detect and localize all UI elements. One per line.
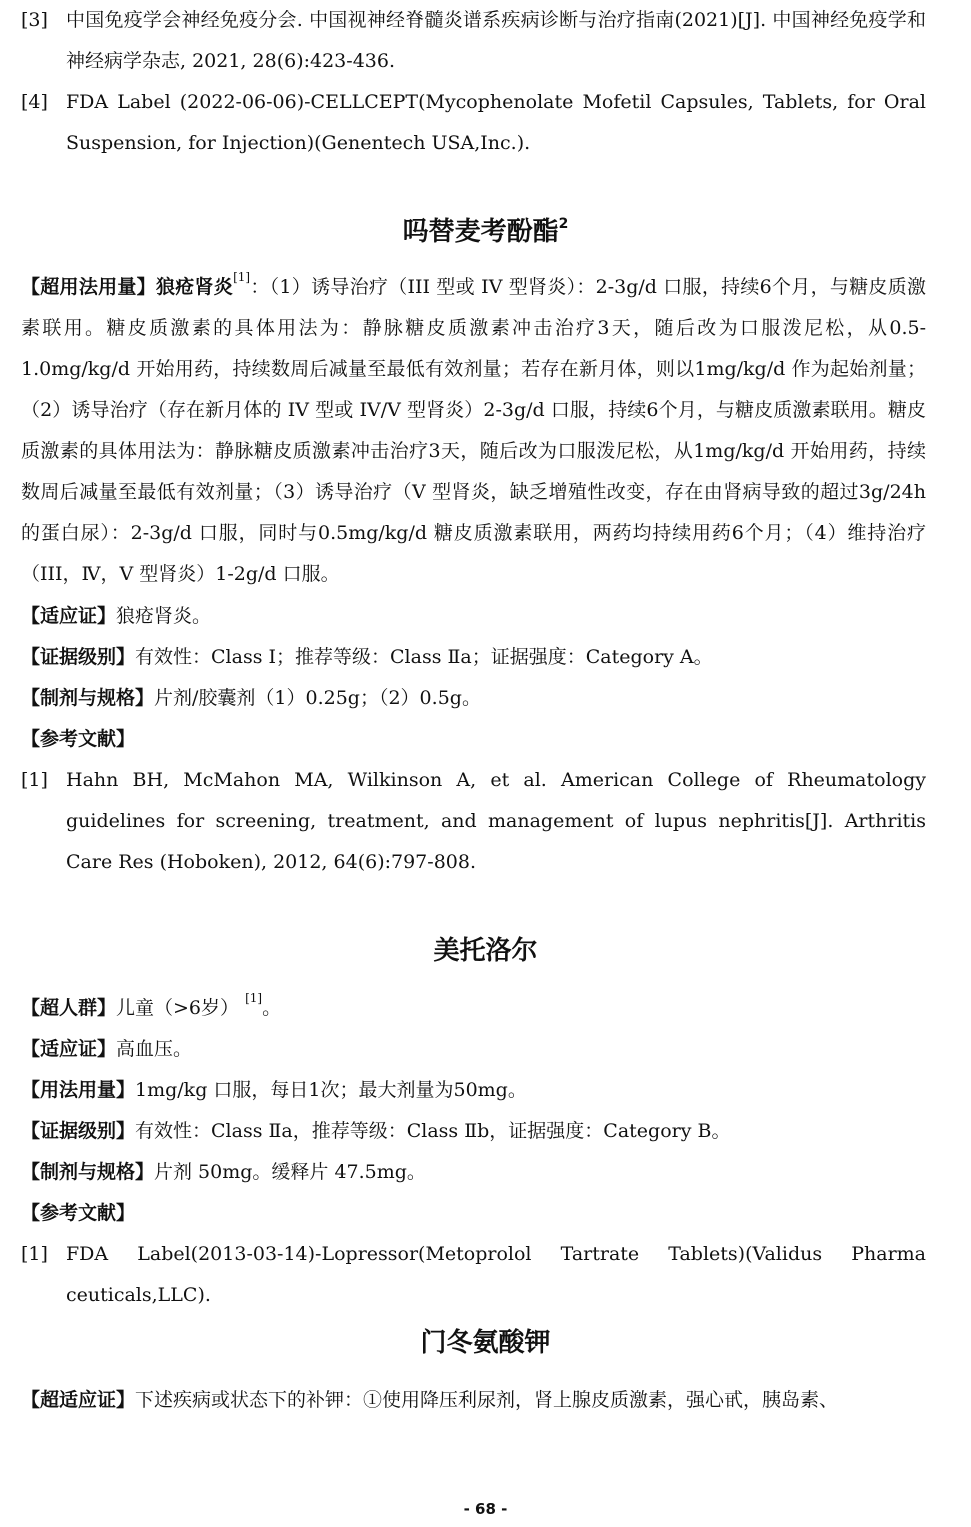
field-text: 片剂 50mg。缓释片 47.5mg。 [154,1161,426,1183]
indication-line [21,596,926,637]
section-title [0,1325,971,1361]
section-title-superscript: 2 [558,216,569,232]
reference-number: [1] [21,769,48,791]
reference-text: 中国免疫学会神经免疫分会. 中国视神经脊髓炎谱系疾病诊断与治疗指南(2021)[J]. 中国神经免疫学和神经病学杂志, 2021, 28(6):423-436. [66,9,926,72]
population-line [21,988,926,1029]
field-label: 【制剂与规格】 [21,687,155,709]
page-number: - 68 - [463,1500,508,1518]
reference-text: Hahn BH, McMahon MA, Wilkinson A, et al. American College of Rheumatology guidelines for screening, treatment, and management of lupus nephritis[J]. Arthritis Care Res (Hoboken), 2012, 64(6):797-808. [66,769,926,873]
reference-number: [1] [21,1243,48,1265]
field-label: 【超适应证】 [21,1389,136,1411]
field-label: 【超人群】 [21,997,117,1019]
reference-item [21,0,926,82]
field-label: 【适应证】 [21,1038,117,1060]
field-text: 下述疾病或状态下的补钾：①使用降压利尿剂，肾上腺皮质激素，强心甙，胰岛素、 [135,1389,839,1411]
reference-text: FDA Label (2022-06-06)-CELLCEPT(Mycophenolate Mofetil Capsules, Tablets, for Oral Suspension, for Injection)(Genentech USA,Inc.). [66,91,926,154]
reference-item [21,1234,926,1316]
reference-text: FDA Label(2013-03-14)-Lopressor(Metoprolol Tartrate Tablets)(Validus Pharma ceuticals,LLC). [66,1243,926,1306]
dosage-paragraph [21,267,926,595]
reference-number: [4] [21,91,48,113]
field-text: 狼疮肾炎。 [116,605,212,627]
field-label: 【超用法用量】 [21,276,156,298]
section-title-text: 门冬氨酸钾 [420,1328,551,1358]
evidence-line [21,637,926,678]
references-heading [21,1193,926,1234]
section-title [0,214,971,250]
field-text-end: 。 [262,997,282,1019]
field-label: 【参考文献】 [21,728,136,750]
section-title-text: 吗替麦考酚酯 [402,217,559,247]
citation-marker: [1] [245,991,263,1005]
section-title [0,933,971,969]
section-title-text: 美托洛尔 [433,936,538,966]
field-text: 高血压。 [116,1038,193,1060]
field-sublabel: 狼疮肾炎 [155,276,234,298]
field-text: 有效性：Class Ⅱa，推荐等级：Class Ⅱb，证据强度：Category B。 [135,1120,731,1142]
field-label: 【证据级别】 [21,1120,136,1142]
evidence-line [21,1111,926,1152]
field-text: ：（1）诱导治疗（III 型或 IV 型肾炎）：2-3g/d 口服，持续6个月，与糖皮质激素联用。糖皮质激素的具体用法为：静脉糖皮质激素冲击治疗3天，随后改为口服泼尼松，从0.5-1.0mg/kg/d 开始用药，持续数周后减量至最低有效剂量；若存在新月体，则以1mg/kg/d 作为起始剂量；（2）诱导治疗（存在新月体的 IV 型或 IV/V 型肾炎）2-3g/d 口服，持续6个月，与糖皮质激素联用。糖皮质激素的具体用法为：静脉糖皮质激素冲击治疗3天，随后改为口服泼尼松，从1mg/kg/d 开始用药，持续数周后减量至最低有效剂量；（3）诱导治疗（V 型肾炎，缺乏增殖性改变，存在由肾病导致的超过3g/24h 的蛋白尿）：2-3g/d 口服，同时与0.5mg/kg/d 糖皮质激素联用，两药均持续用药6个月；（4）维持治疗（III，Ⅳ，V 型肾炎）1-2g/d 口服。 [21,276,926,585]
field-text: 片剂/胶囊剂（1）0.25g；（2）0.5g。 [154,687,481,709]
field-label: 【制剂与规格】 [21,1161,155,1183]
field-text: 1mg/kg 口服，每日1次；最大剂量为50mg。 [135,1079,527,1101]
reference-item [21,760,926,883]
dosage-line [21,1070,926,1111]
reference-number: [3] [21,9,48,31]
indication-line [21,1380,926,1421]
field-label: 【证据级别】 [21,646,136,668]
field-text: 儿童（>6岁） [116,997,240,1019]
citation-marker: [1] [233,270,251,284]
references-heading [21,719,926,760]
reference-item [21,82,926,164]
field-label: 【参考文献】 [21,1202,136,1224]
field-label: 【适应证】 [21,605,117,627]
field-text: 有效性：Class Ⅰ；推荐等级：Class Ⅱa；证据强度：Category A。 [135,646,713,668]
indication-line [21,1029,926,1070]
spec-line [21,678,926,719]
spec-line [21,1152,926,1193]
field-label: 【用法用量】 [21,1079,136,1101]
